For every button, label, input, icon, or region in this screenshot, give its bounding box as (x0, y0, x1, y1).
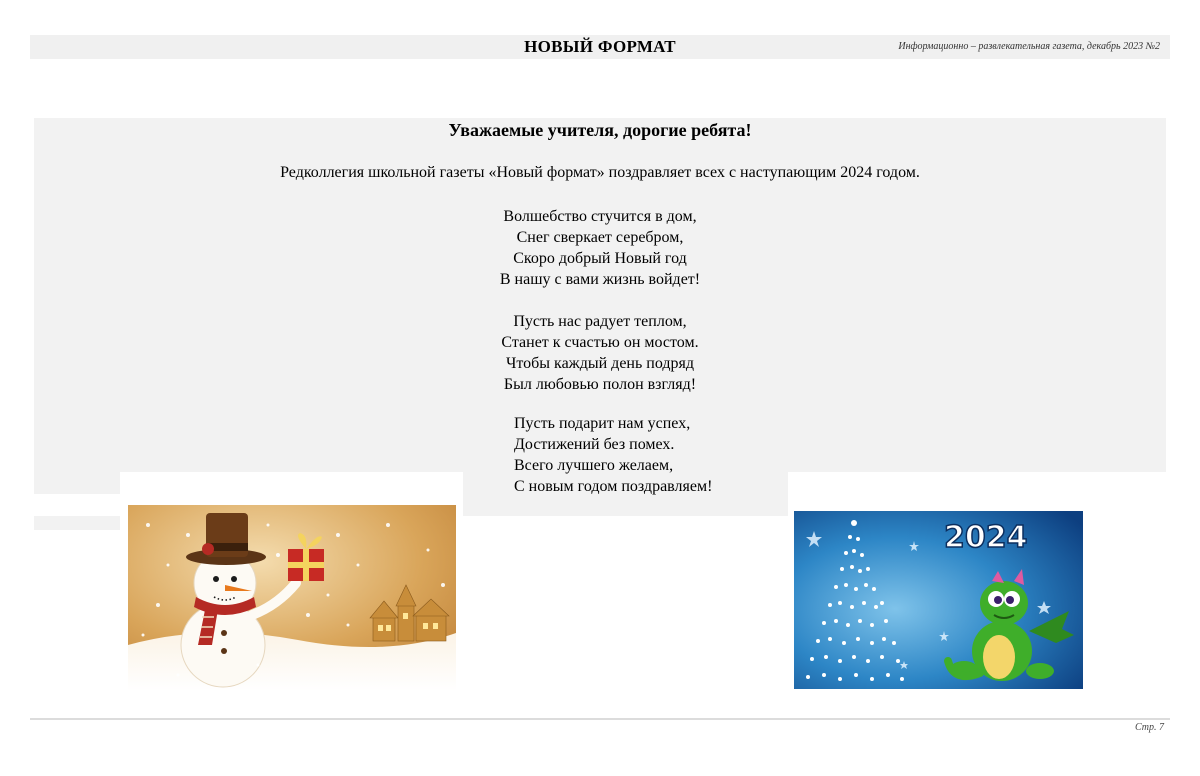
snowman-with-gift-icon (128, 505, 456, 691)
poem-line: Пусть подарит нам успех, (514, 415, 691, 432)
newspaper-header (30, 35, 1170, 59)
poem-stanza-3 (500, 413, 800, 497)
poem-line: Пусть нас радует теплом, (513, 313, 687, 330)
year-label: 2024 (944, 520, 1028, 555)
poem-line: Станет к счастью он мостом. (501, 334, 699, 351)
poem-line: Скоро добрый Новый год (513, 250, 687, 267)
page-number: Стр. 7 (1134, 722, 1164, 733)
christmas-tree-dragon-2024-icon (794, 511, 1083, 689)
poem-line: Достижений без помех. (514, 436, 675, 453)
article-greeting: Уважаемые учителя, дорогие ребята! (448, 120, 752, 140)
poem-line: С новым годом поздравляем! (514, 478, 713, 495)
article-background-fragment (34, 516, 120, 530)
poem-line: Чтобы каждый день подряд (505, 355, 695, 372)
poem-stanza-2 (0, 311, 1200, 395)
poem-line: В нашу с вами жизнь войдет! (499, 271, 701, 288)
poem-stanza-1 (0, 206, 1200, 290)
poem-line: Волшебство стучится в дом, (503, 208, 697, 225)
footer-divider (30, 718, 1170, 720)
article-background-fragment (34, 472, 120, 494)
newspaper-subtitle: Информационно – развлекательная газета, декабрь 2023 №2 (898, 41, 1160, 52)
article-intro: Редколлегия школьной газеты «Новый формат» поздравляет всех с наступающим 2024 годом. (280, 164, 920, 181)
poem-line: Снег сверкает серебром, (516, 229, 684, 246)
poem-line: Был любовью полон взгляд! (503, 376, 697, 393)
newspaper-title: НОВЫЙ ФОРМАТ (524, 37, 676, 56)
poem-line: Всего лучшего желаем, (514, 457, 674, 474)
